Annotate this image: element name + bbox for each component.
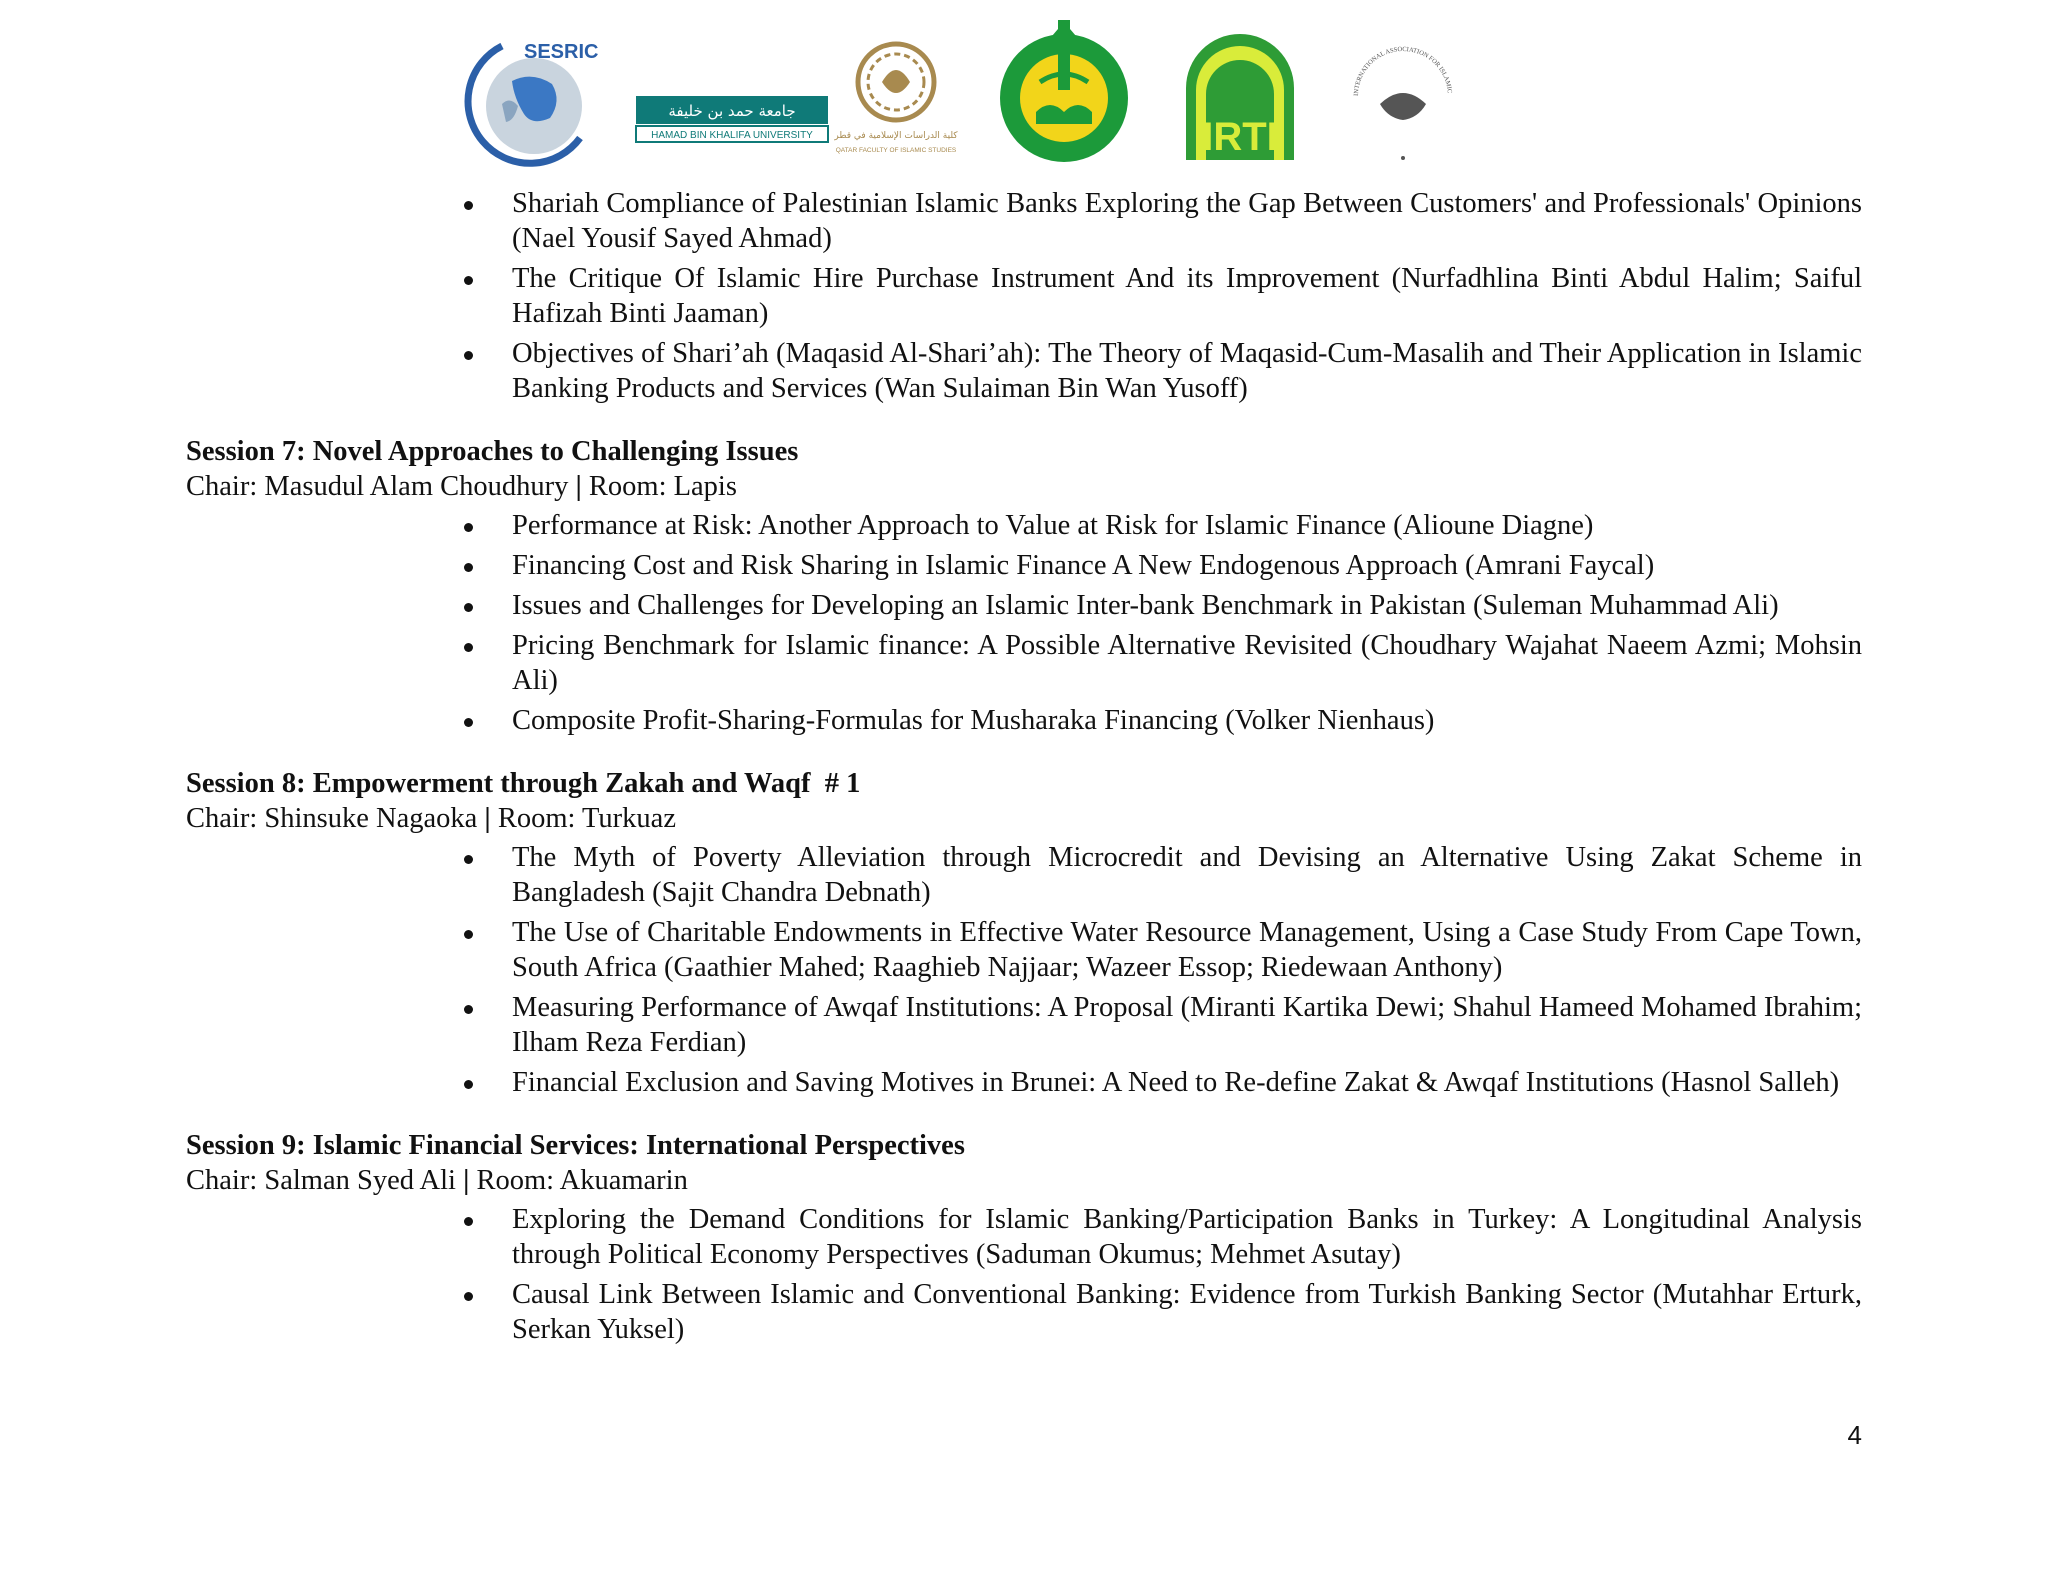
- session-room: Room: Turkuaz: [497, 803, 676, 834]
- chair-room-separator: |: [484, 803, 491, 834]
- chair-room-separator: |: [575, 471, 582, 502]
- session-chair-line: [186, 469, 1862, 504]
- svg-text:INTERNATIONAL ASSOCIATION FOR: [1348, 34, 1453, 96]
- paper-item: Issues and Challenges for Developing an Islamic Inter-bank Benchmark in Pakistan (Suleman Muhammad Ali): [512, 588, 1862, 623]
- page-number: 4: [1847, 1420, 1862, 1450]
- isdb-emblem: [994, 16, 1134, 166]
- qfis-english-wordmark: QATAR FACULTY OF ISLAMIC STUDIES: [835, 147, 957, 154]
- session-chair: Chair: Salman Syed Ali: [186, 1165, 456, 1196]
- paper-item: The Critique Of Islamic Hire Purchase Instrument And its Improvement (Nurfadhlina Binti Abdul Halim; Saiful Hafizah Binti Jaaman): [512, 263, 1862, 329]
- paper-item: Causal Link Between Islamic and Conventional Banking: Evidence from Turkish Banking Sector (Mutahhar Erturk, Serkan Yuksel): [512, 1279, 1862, 1345]
- hbku-english-wordmark: HAMAD BIN KHALIFA UNIVERSITY: [651, 130, 813, 141]
- chair-room-separator: |: [463, 1165, 470, 1196]
- paper-item: Financial Exclusion and Saving Motives in Brunei: A Need to Re-define Zakat & Awqaf Institutions (Hasnol Salleh): [512, 1065, 1862, 1100]
- hbku-logo: [636, 96, 828, 144]
- session-paper-list: [186, 508, 1862, 738]
- session-paper-list: [186, 1202, 1862, 1347]
- paper-item: The Use of Charitable Endowments in Effective Water Resource Management, Using a Case Study From Cape Town, South Africa (Gaathier Mahed; Raaghieb Najjaar; Wazeer Essop; Riedewaan Anthony): [512, 917, 1862, 983]
- paper-item: Measuring Performance of Awqaf Institutions: A Proposal (Miranti Kartika Dewi; Shahul Hameed Mohamed Ibrahim; Ilham Reza Ferdian): [512, 992, 1862, 1058]
- session-title: Session 9: Islamic Financial Services: International Perspectives: [186, 1130, 965, 1161]
- session-room: Room: Akuamarin: [476, 1165, 688, 1196]
- paper-item: Composite Profit-Sharing-Formulas for Musharaka Financing (Volker Nienhaus): [512, 703, 1862, 738]
- session-chair-line: [186, 801, 1862, 836]
- iaie-seal-text: INTERNATIONAL ASSOCIATION FOR ISLAMIC: [1352, 45, 1453, 97]
- irti-wordmark: IRTI: [1202, 115, 1278, 159]
- session-chair: Chair: Masudul Alam Choudhury: [186, 471, 569, 502]
- sesric-wordmark: SESRIC: [524, 41, 599, 63]
- paper-item: Performance at Risk: Another Approach to Value at Risk for Islamic Finance (Alioune Diagne): [512, 508, 1862, 543]
- session-chair: Chair: Shinsuke Nagaoka: [186, 803, 478, 834]
- hbku-arabic-wordmark: جامعة حمد بن خليفة: [668, 102, 796, 120]
- paper-item: Exploring the Demand Conditions for Islamic Banking/Participation Banks in Turkey: A Longitudinal Analysis through Political Economy Perspectives (Saduman Okumus; Mehmet Asutay): [512, 1204, 1862, 1270]
- paper-item: Shariah Compliance of Palestinian Islamic Banks Exploring the Gap Between Customers' and Professionals' Opinions (Nael Yousif Sayed Ahmad): [512, 188, 1862, 254]
- session-list: [186, 434, 1862, 1347]
- session-block: [186, 1128, 1862, 1347]
- paper-item: The Myth of Poverty Alleviation through Microcredit and Devising an Alternative Using Zakat Scheme in Bangladesh (Sajit Chandra Debnath): [512, 842, 1862, 908]
- qfis-arabic-wordmark: كلية الدراسات الإسلامية في قطر: [834, 131, 958, 141]
- session-title: Session 8: Empowerment through Zakah and Waqf # 1: [186, 768, 861, 799]
- session-paper-list: [186, 840, 1862, 1100]
- session-title: Session 7: Novel Approaches to Challenging Issues: [186, 436, 799, 467]
- logo-banner: [462, 14, 1492, 170]
- session-block: [186, 766, 1862, 1100]
- sesric-logo: [462, 26, 599, 166]
- iaie-seal: [1348, 34, 1458, 164]
- session-block: [186, 434, 1862, 738]
- continued-paper-list: [186, 186, 1862, 406]
- session-chair-line: [186, 1163, 1862, 1198]
- program-content: [186, 186, 1862, 1352]
- paper-item: Objectives of Shari’ah (Maqasid Al-Shari’ah): The Theory of Maqasid-Cum-Masalih and Their Application in Islamic Banking Products and Services (Wan Sulaiman Bin Wan Yusoff): [512, 338, 1862, 404]
- session-room: Room: Lapis: [588, 471, 737, 502]
- paper-item: Financing Cost and Risk Sharing in Islamic Finance A New Endogenous Approach (Amrani Faycal): [512, 548, 1862, 583]
- irti-logo: [1180, 32, 1300, 162]
- paper-item: Pricing Benchmark for Islamic finance: A Possible Alternative Revisited (Choudhary Wajahat Naeem Azmi; Mohsin Ali): [512, 630, 1862, 696]
- qfis-logo: [834, 38, 958, 158]
